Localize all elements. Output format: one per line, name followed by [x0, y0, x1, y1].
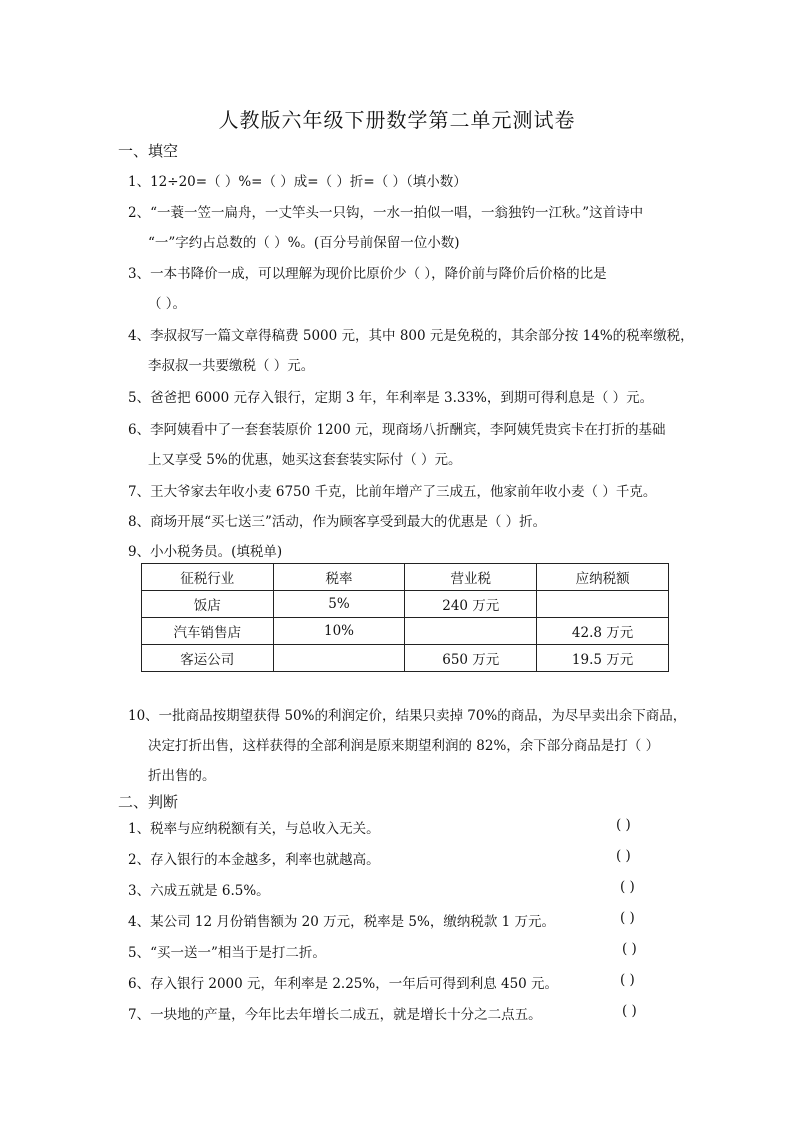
question-2-line-1: 2、“一蓑一笠一扁舟，一丈竿头一只钩，一水一拍似一唱，一翁独钓一江秋。”这首诗中	[128, 205, 644, 221]
table-cell: 饭店	[142, 591, 274, 618]
question-10-line-1: 10、一批商品按期望获得 50%的利润定价，结果只卖掉 70%的商品，为尽早卖出余下商品，	[128, 708, 687, 724]
judge-answer-paren-5[interactable]: ( )	[622, 941, 637, 957]
question-6-line-1: 6、李阿姨看中了一套套装原价 1200 元，现商场八折酬宾，李阿姨凭贵宾卡在打折的基础	[128, 422, 666, 438]
judge-answer-paren-2[interactable]: ( )	[616, 848, 631, 864]
table-header-cell: 征税行业	[142, 564, 274, 591]
judge-answer-paren-4[interactable]: ( )	[620, 910, 635, 926]
table-cell: 汽车销售店	[142, 618, 274, 645]
table-row	[142, 591, 669, 618]
judge-item-2: 2、存入银行的本金越多，利率也就越高。	[128, 852, 380, 868]
question-2-line-2: “一”字约占总数的（ ）%。(百分号前保留一位小数)	[148, 235, 460, 251]
judge-item-7: 7、一块地的产量，今年比去年增长二成五，就是增长十分之二点五。	[128, 1007, 542, 1023]
table-row	[142, 618, 669, 645]
judge-item-3: 3、六成五就是 6.5%。	[128, 883, 270, 899]
question-6-line-2: 上又享受 5%的优惠，她买这套套装实际付（ ）元。	[148, 452, 462, 468]
table-header-cell: 营业税	[405, 564, 537, 591]
section-judge-heading: 二、判断	[118, 793, 179, 811]
judge-item-4: 4、某公司 12 月份销售额为 20 万元，税率是 5%，缴纳税款 1 万元。	[128, 914, 555, 930]
question-10-line-3: 折出售的。	[148, 768, 216, 784]
question-3-line-1: 3、一本书降价一成，可以理解为现价比原价少（ ），降价前与降价后价格的比是	[128, 266, 607, 282]
table-cell-blank[interactable]	[405, 618, 537, 645]
exam-title: 人教版六年级下册数学第二单元测试卷	[218, 108, 576, 132]
question-8: 8、商场开展“买七送三”活动，作为顾客享受到最大的优惠是（ ）折。	[128, 514, 547, 530]
table-cell: 10%	[273, 618, 405, 645]
table-cell: 19.5 万元	[537, 645, 669, 672]
table-cell: 42.8 万元	[537, 618, 669, 645]
question-9: 9、小小税务员。(填税单)	[128, 544, 283, 560]
question-5: 5、爸爸把 6000 元存入银行，定期 3 年，年利率是 3.33%，到期可得利息是（ ）元。	[128, 390, 654, 406]
question-4-line-1: 4、李叔叔写一篇文章得稿费 5000 元，其中 800 元是免税的，其余部分按 14%的税率缴税，	[128, 328, 694, 344]
table-cell: 5%	[273, 591, 405, 618]
tax-form-table	[141, 563, 669, 672]
judge-answer-paren-7[interactable]: ( )	[622, 1003, 637, 1019]
judge-item-5: 5、“买一送一”相当于是打二折。	[128, 945, 326, 961]
question-4-line-2: 李叔叔一共要缴税（ ）元。	[148, 358, 315, 374]
table-row	[142, 645, 669, 672]
question-7: 7、王大爷家去年收小麦 6750 千克，比前年增产了三成五，他家前年收小麦（ ）千克。	[128, 484, 657, 500]
judge-answer-paren-3[interactable]: ( )	[620, 879, 635, 895]
table-header-row	[142, 564, 669, 591]
section-fill-blank-heading: 一、填空	[118, 142, 179, 160]
judge-item-1: 1、税率与应纳税额有关，与总收入无关。	[128, 821, 380, 837]
question-10-line-2: 决定打折出售，这样获得的全部利润是原来期望利润的 82%，余下部分商品是打（ ）	[148, 738, 660, 754]
judge-item-6: 6、存入银行 2000 元，年利率是 2.25%，一年后可得到利息 450 元。	[128, 976, 559, 992]
table-header-cell: 应纳税额	[537, 564, 669, 591]
question-3-line-2: （ ）。	[148, 296, 187, 312]
table-cell: 240 万元	[405, 591, 537, 618]
table-cell: 客运公司	[142, 645, 274, 672]
table-header-cell: 税率	[273, 564, 405, 591]
table-cell: 650 万元	[405, 645, 537, 672]
table-cell-blank[interactable]	[537, 591, 669, 618]
judge-answer-paren-1[interactable]: ( )	[616, 817, 631, 833]
judge-answer-paren-6[interactable]: ( )	[620, 972, 635, 988]
question-1: 1、12÷20=（ ）%=（ ）成=（ ）折=（ ）（填小数）	[128, 174, 467, 190]
table-cell-blank[interactable]	[273, 645, 405, 672]
